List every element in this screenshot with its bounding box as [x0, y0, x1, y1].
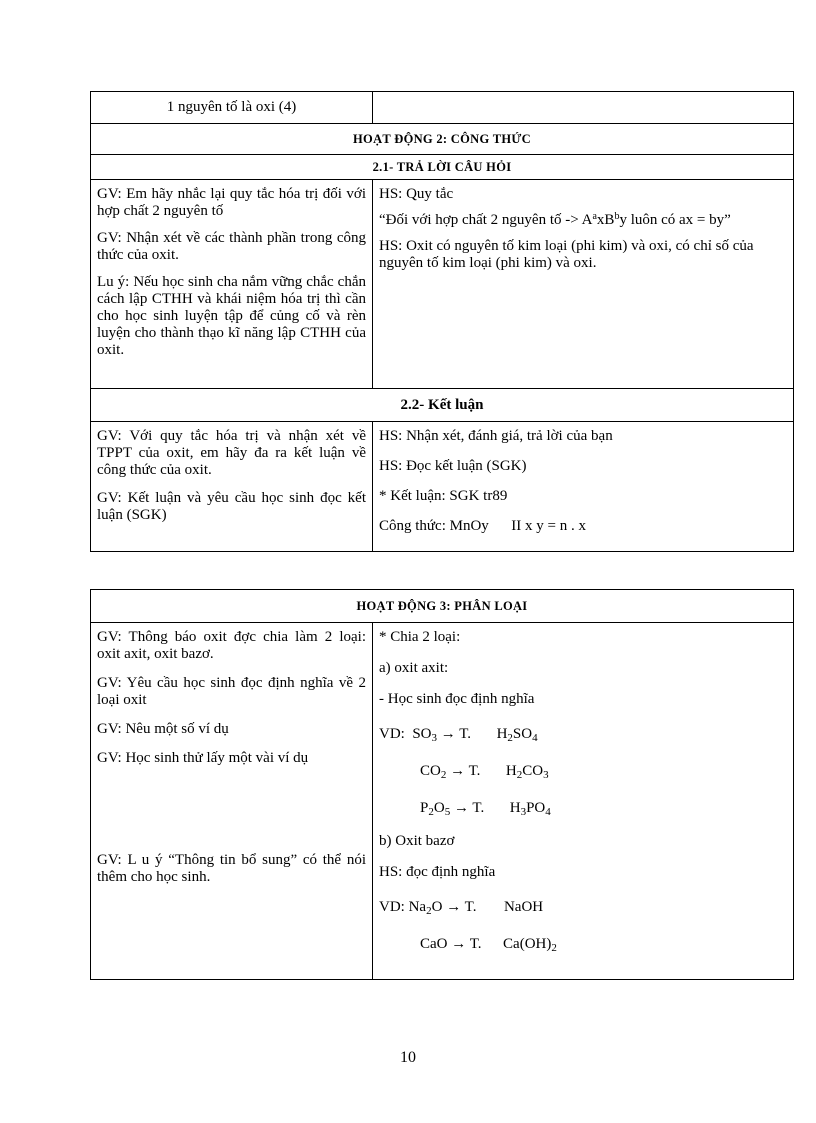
subscript: 3: [431, 732, 438, 744]
formula: O: [433, 800, 445, 816]
paragraph: GV: Kết luận và yêu cầu học sinh đọc kết luận (SGK): [97, 490, 366, 523]
section-title: HOẠT ĐỘNG 2: CÔNG THỨC: [91, 124, 794, 155]
paragraph: HS: Oxit có nguyên tố kim loại (phi kim) và oxi, có chỉ số của nguyên tố kim loại (phi kim) và oxi.: [379, 238, 754, 271]
formula: CO: [522, 763, 544, 779]
example-line: [379, 726, 787, 743]
subscript: 2: [440, 769, 447, 781]
formula: H: [496, 726, 508, 742]
superscript: a: [592, 211, 597, 222]
paragraph: b) Oxit bazơ: [379, 833, 455, 849]
row1-left-text: 1 nguyên tố là oxi (4): [166, 99, 297, 115]
formula: CO: [420, 763, 441, 779]
paragraph: - Học sinh đọc định nghĩa: [379, 691, 535, 707]
subsection-title: 2.1- TRẢ LỜI CÂU HỎI: [91, 155, 794, 180]
formula: H: [505, 763, 517, 779]
subscript: 3: [520, 806, 527, 818]
arrow: → T.: [450, 763, 481, 779]
paragraph: GV: Thông báo oxit đợc chia làm 2 loại: oxit axit, oxit bazơ.: [97, 629, 366, 662]
subscript: 4: [532, 732, 538, 744]
subsection-title: 2.2- Kết luận: [91, 389, 794, 422]
paragraph: HS: đọc định nghĩa: [379, 864, 496, 880]
paragraph: GV: Yêu cầu học sinh đọc định nghĩa về 2 loại oxit: [97, 675, 366, 708]
text: xB: [596, 212, 615, 228]
formula: CaO: [420, 936, 448, 952]
table-cell: [91, 623, 373, 980]
example-prefix: VD:: [379, 899, 405, 915]
paragraph: Công thức: MnOy II x y = n . x: [379, 518, 586, 534]
table-hoat-dong-2: [90, 91, 794, 552]
paragraph: GV: Nhận xét về các thành phần trong công thức của oxit.: [97, 230, 366, 263]
paragraph: HS: Quy tắc: [379, 186, 454, 202]
example-line: [379, 899, 787, 916]
table-cell: [373, 92, 794, 124]
superscript: b: [614, 211, 620, 222]
paragraph: GV: Học sinh thử lấy một vài ví dụ: [97, 750, 309, 766]
paragraph: GV: L u ý “Thông tin bổ sung” có thể nói thêm cho học sinh.: [97, 852, 366, 885]
table-cell: [373, 180, 794, 389]
formula: Ca(OH): [503, 936, 552, 952]
table-cell: [373, 623, 794, 980]
formula: NaOH: [503, 899, 544, 915]
text: “Đối với hợp chất 2 nguyên tố -> A: [379, 212, 593, 228]
example-prefix: VD:: [379, 726, 405, 742]
paragraph: HS: Đọc kết luận (SGK): [379, 458, 527, 474]
paragraph: a) oxit axit:: [379, 660, 449, 676]
subscript: 4: [545, 806, 551, 818]
formula: PO: [526, 800, 546, 816]
paragraph: HS: Nhận xét, đánh giá, trả lời của bạn: [379, 428, 613, 444]
example-line: [379, 936, 787, 953]
paragraph: GV: Với quy tắc hóa trị và nhận xét về TPPT của oxit, em hãy đa ra kết luận về công thức của oxit.: [97, 428, 366, 478]
paragraph: * Chia 2 loại:: [379, 629, 461, 645]
subscript: 2: [516, 769, 523, 781]
formula: SO: [412, 726, 432, 742]
paragraph: [379, 212, 787, 229]
arrow: → T.: [440, 726, 472, 742]
page-number: 10: [400, 1049, 416, 1066]
formula: Na: [408, 899, 427, 915]
formula: O: [431, 899, 443, 915]
example-line: [379, 763, 787, 780]
text: y luôn có ax = by”: [619, 212, 731, 228]
table-cell: [91, 92, 373, 124]
table-cell: [91, 180, 373, 389]
section-title: HOẠT ĐỘNG 3: PHÂN LOẠI: [91, 590, 794, 623]
arrow: → T.: [446, 899, 477, 915]
paragraph: GV: Nêu một số ví dụ: [97, 721, 229, 737]
table-cell: [373, 422, 794, 552]
table-cell: [91, 422, 373, 552]
table-hoat-dong-3: [90, 589, 794, 980]
subscript: 2: [428, 806, 434, 818]
subscript: 3: [543, 769, 549, 781]
arrow: → T.: [451, 936, 482, 952]
paragraph: Lu ý: Nếu học sinh cha nắm vững chắc chắn cách lập CTHH và khái niệm hóa trị thì cần cho học sinh luyện tập để củng cố và rèn luyện cho thành thạo kĩ năng lập CTHH của oxit.: [97, 274, 366, 358]
paragraph: * Kết luận: SGK tr89: [379, 488, 508, 504]
subscript: 2: [551, 942, 557, 954]
formula: P: [420, 800, 429, 816]
subscript: 2: [507, 732, 513, 744]
formula: H: [509, 800, 521, 816]
paragraph: GV: Em hãy nhắc lại quy tắc hóa trị đối với hợp chất 2 nguyên tố: [97, 186, 366, 219]
subscript: 5: [444, 806, 451, 818]
example-line: [379, 800, 787, 817]
formula: SO: [512, 726, 533, 742]
arrow: → T.: [453, 800, 485, 816]
subscript: 2: [426, 905, 432, 917]
